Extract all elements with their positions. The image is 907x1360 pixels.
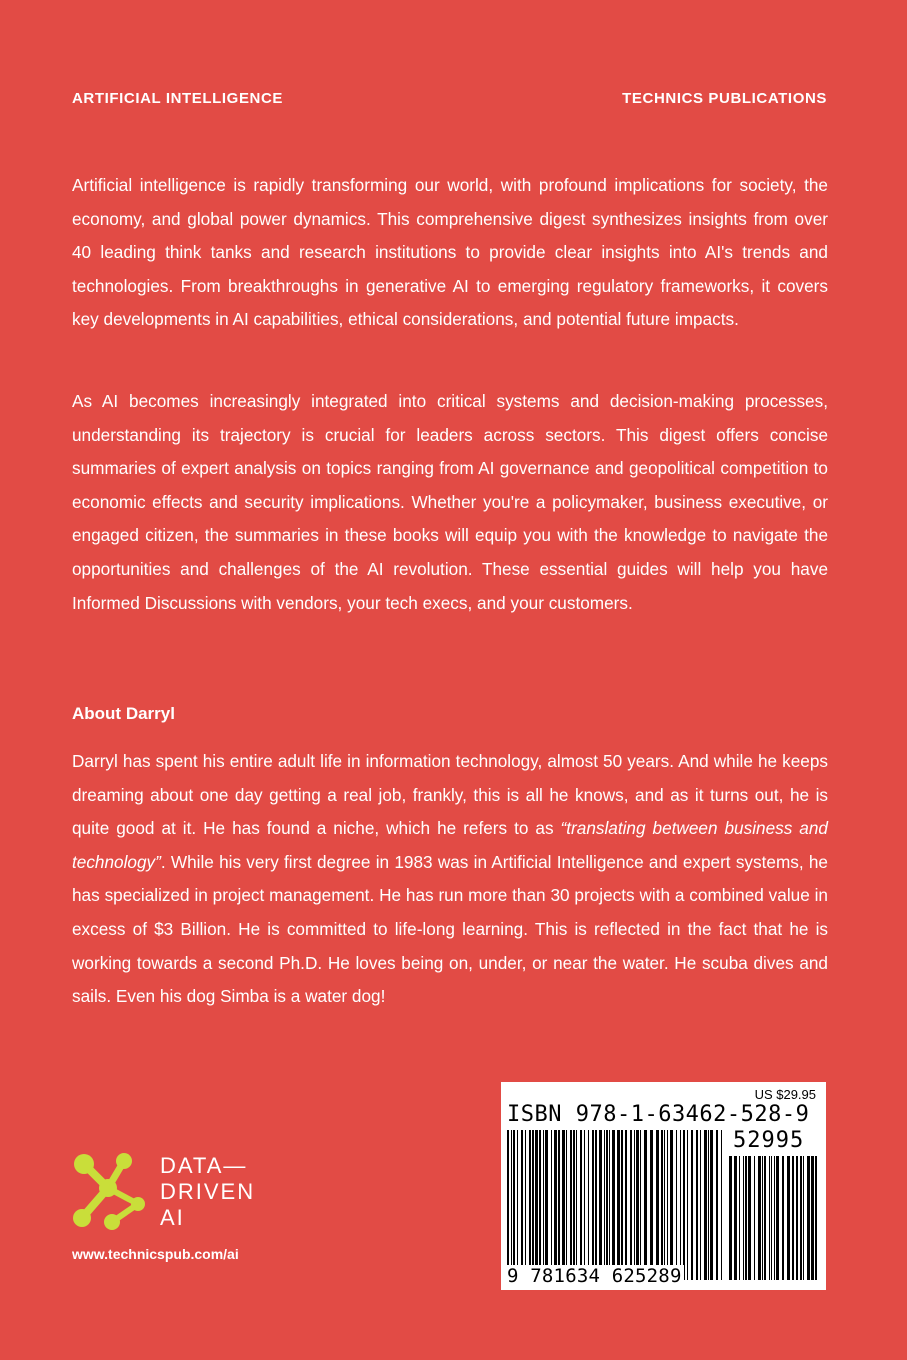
- about-heading: About Darryl: [72, 704, 175, 723]
- isbn-text: ISBN 978-1-63462-528-9: [507, 1102, 810, 1127]
- logo-line-1: DATA—: [160, 1153, 248, 1178]
- ean-barcode: [507, 1130, 725, 1280]
- about-paragraph: [72, 745, 828, 1014]
- logo-line-3: AI: [160, 1205, 185, 1230]
- logo-line-2: DRIVEN: [160, 1179, 256, 1204]
- about-text-start: Darryl has spent his entire adult life in information technology, almost 50 years. And while he keeps dreaming about one day getting a real job, frankly, this is all he knows, and as it turns out, he is quite good at it. He has found a niche, which he refers to as: [72, 751, 828, 839]
- price-label: US $29.95: [754, 1087, 816, 1102]
- website-link[interactable]: www.technicspub.com/ai: [72, 1246, 239, 1262]
- description-paragraph-2: As AI becomes increasingly integrated into critical systems and decision-making processes, understanding its trajectory is crucial for leaders across sectors. This digest offers concise summaries of expert analysis on topics ranging from AI governance and geopolitical competition to economic effects and security implications. Whether you're a policymaker, business executive, or engaged citizen, the summaries in these books will equip you with the knowledge to navigate the opportunities and challenges of the AI revolution. These essential guides will help you have Informed Discussions with vendors, your tech execs, and your customers.: [72, 391, 828, 613]
- about-text-end: . While his very first degree in 1983 was in Artificial Intelligence and expert systems, he has specialized in project management. He has run more than 30 projects with a combined value in excess of $3 Billion. He is committed to life-long learning. This is reflected in the fact that he is working towards a second Ph.D. He loves being on, under, or near the water. He scuba dives and sails. Even his dog Simba is a water dog!: [72, 851, 828, 1007]
- barcode-panel: [501, 1082, 826, 1290]
- connected-nodes-icon: [72, 1152, 146, 1232]
- about-text-quote: “translating between business and technology”: [72, 818, 828, 872]
- description-paragraph-1: Artificial intelligence is rapidly transforming our world, with profound implications for society, the economy, and global power dynamics. This comprehensive digest synthesizes insights from over 40 leading think tanks and research institutions to provide clear insights into AI's trends and technologies. From breakthroughs in generative AI to emerging regulatory frameworks, it covers key developments in AI capabilities, ethical considerations, and potential future impacts.: [72, 175, 828, 330]
- publisher-label: TECHNICS PUBLICATIONS: [622, 90, 827, 107]
- ean-number: 9 781634 625289: [507, 1265, 682, 1287]
- price-code-text: 52995: [733, 1128, 805, 1153]
- series-logo: [72, 1152, 255, 1232]
- addon-barcode: [729, 1156, 821, 1280]
- header: [72, 90, 827, 107]
- category-label: ARTIFICIAL INTELLIGENCE: [72, 90, 284, 107]
- logo-wordmark: [160, 1153, 255, 1231]
